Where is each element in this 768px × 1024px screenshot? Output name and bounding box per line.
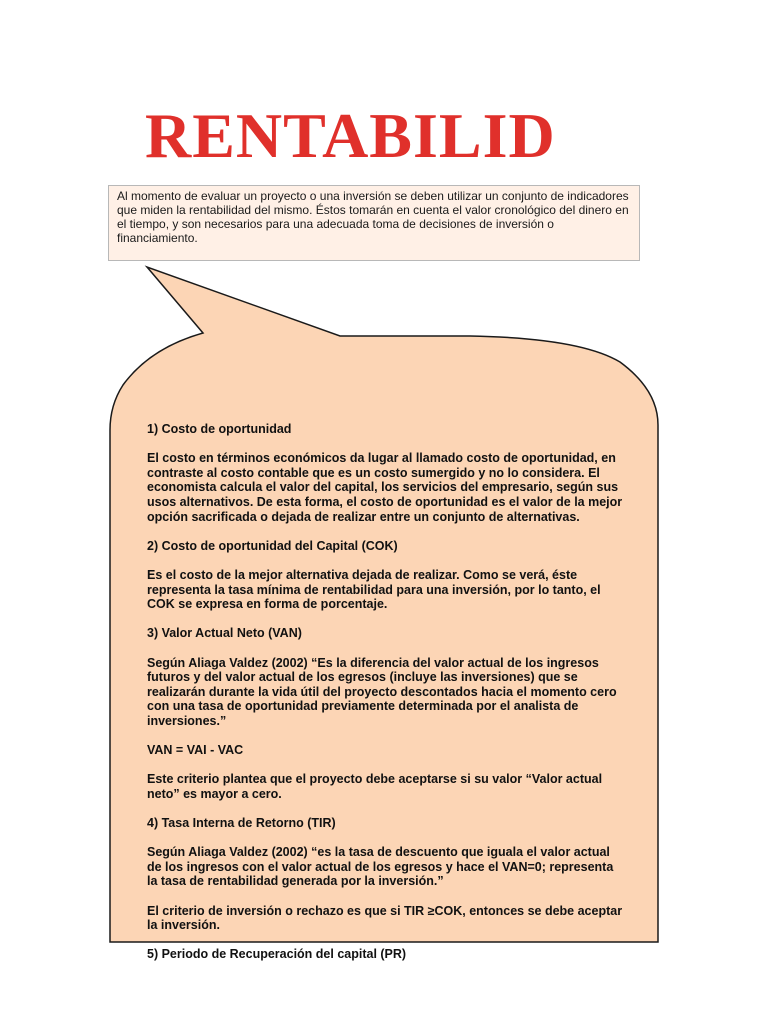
section-3-formula: VAN = VAI - VAC — [147, 743, 244, 758]
section-1-heading: 1) Costo de oportunidad — [147, 422, 292, 436]
section-5-heading: 5) Periodo de Recuperación del capital (PR) — [147, 947, 407, 962]
section-1-body: El costo en términos económicos da lugar al llamado costo de oportunidad, en contraste al costo contable que es un costo sumergido y no lo considera. El economista calcula el valor del capital, los servicios del empresario, según sus usos alternativos. De esta forma, el costo de oportunidad es el valor de la mejor opción sacrificada o dejada de realizar entre un conjunto de alternativas. — [147, 451, 623, 524]
section-4-heading: 4) Tasa Interna de Retorno (TIR) — [147, 816, 336, 831]
page-title: RENTABILID — [145, 100, 556, 171]
intro-text: Al momento de evaluar un proyecto o una inversión se deben utilizar un conjunto de indicadores que miden la rentabilidad del mismo. Éstos tomarán en cuenta el valor cronológico del dinero en el tiempo, y son necesarios para una adecuada toma de decisiones de inversión o financiamiento. — [117, 189, 629, 245]
section-4-body: Según Aliaga Valdez (2002) “es la tasa de descuento que iguala el valor actual de los ingresos con el valor actual de los egresos y hace el VAN=0; representa la tasa de rentabilidad generada por la inversión.” — [147, 845, 614, 889]
section-2-body: Es el costo de la mejor alternativa dejada de realizar. Como se verá, éste representa la tasa mínima de rentabilidad para una inversión, por lo tanto, el COK se expresa en forma de porcentaje. — [147, 567, 601, 612]
bubble-content — [147, 422, 625, 962]
section-4-criteria: El criterio de inversión o rechazo es que si TIR ≥COK, entonces se debe aceptar la inversión. — [147, 903, 623, 933]
section-3-heading: 3) Valor Actual Neto (VAN) — [147, 626, 302, 641]
section-2-heading: 2) Costo de oportunidad del Capital (COK) — [147, 538, 398, 553]
section-3-criteria: Este criterio plantea que el proyecto debe aceptarse si su valor “Valor actual neto” es mayor a cero. — [147, 772, 603, 801]
section-3-body: Según Aliaga Valdez (2002) “Es la diferencia del valor actual de los ingresos futuros y del valor actual de los egresos (incluye las inversiones) que se realizarán durante la vida útil del proyecto descontados hacia el momento cero con una tasa de oportunidad previamente determinada por el analista de inversiones.” — [147, 655, 617, 728]
